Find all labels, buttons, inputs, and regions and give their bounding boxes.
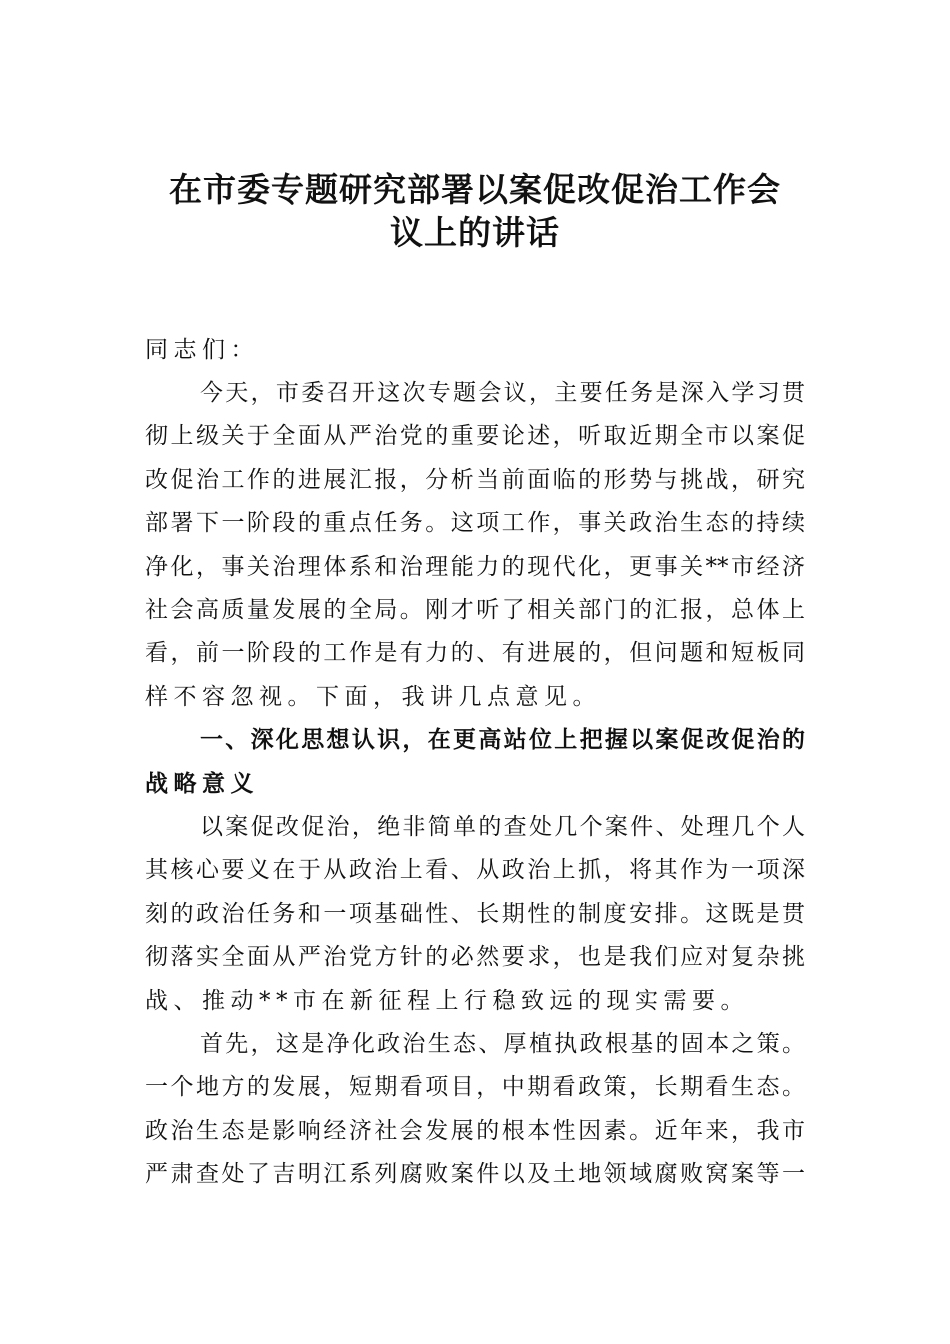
paragraph-line: 样不容忽视。下面，我讲几点意见。 xyxy=(145,684,601,710)
paragraph-line: 以案促改促治，绝非简单的查处几个案件、处理几个人 xyxy=(200,814,805,840)
paragraph-line: 净化，事关治理体系和治理能力的现代化，更事关**市经济 xyxy=(145,554,805,580)
section-heading-line: 战略意义 xyxy=(145,771,259,797)
paragraph-line: 彻上级关于全面从严治党的重要论述，听取近期全市以案促 xyxy=(145,423,805,449)
salutation: 同志们： xyxy=(145,337,259,363)
paragraph-line: 首先，这是净化政治生态、厚植执政根基的固本之策。 xyxy=(200,1031,805,1057)
section-heading-line: 一、深化思想认识，在更高站位上把握以案促改促治的 xyxy=(200,727,805,753)
paragraph-line: 彻落实全面从严治党方针的必然要求，也是我们应对复杂挑 xyxy=(145,944,805,970)
paragraph-line: 政治生态是影响经济社会发展的根本性因素。近年来，我市 xyxy=(145,1118,805,1144)
paragraph-line: 一个地方的发展，短期看项目，中期看政策，长期看生态。 xyxy=(145,1074,805,1100)
document-title-line-1: 在市委专题研究部署以案促改促治工作会 xyxy=(169,170,781,209)
paragraph-line: 改促治工作的进展汇报，分析当前面临的形势与挑战，研究 xyxy=(145,467,805,493)
paragraph-line: 战、推动**市在新征程上行稳致远的现实需要。 xyxy=(145,988,749,1014)
paragraph-line: 看，前一阶段的工作是有力的、有进展的，但问题和短板同 xyxy=(145,640,805,666)
paragraph-line: 今天，市委召开这次专题会议，主要任务是深入学习贯 xyxy=(200,380,805,406)
paragraph-line: 部署下一阶段的重点任务。这项工作，事关政治生态的持续 xyxy=(145,510,805,536)
paragraph-line: 其核心要义在于从政治上看、从政治上抓，将其作为一项深 xyxy=(145,857,805,883)
paragraph-line: 社会高质量发展的全局。刚才听了相关部门的汇报，总体上 xyxy=(145,597,805,623)
document-title-line-2: 议上的讲话 xyxy=(390,213,560,252)
paragraph-line: 严肃查处了吉明江系列腐败案件以及土地领域腐败窝案等一 xyxy=(145,1161,805,1187)
paragraph-line: 刻的政治任务和一项基础性、长期性的制度安排。这既是贯 xyxy=(145,901,805,927)
